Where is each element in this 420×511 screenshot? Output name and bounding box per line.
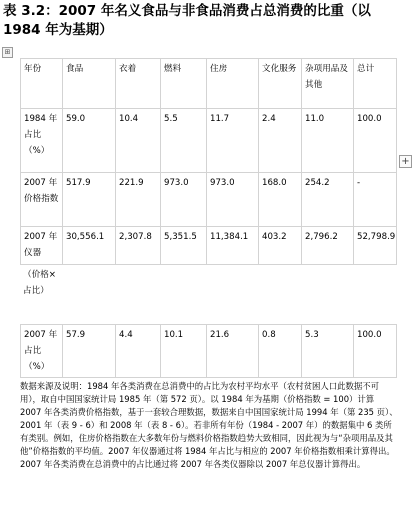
header-cell: 文化服务 (259, 59, 302, 109)
row-label: 2007 年仪器 (21, 227, 63, 265)
table-cell: 2.4 (259, 109, 302, 173)
table-cell: 5.3 (302, 325, 354, 378)
consumption-table-continued (20, 324, 397, 378)
header-cell: 杂项用品及其他 (302, 59, 354, 109)
header-cell: 总计 (354, 59, 397, 109)
table-cell: 30,556.1 (63, 227, 116, 265)
table-cell: 4.4 (116, 325, 161, 378)
table-cell: 21.6 (207, 325, 259, 378)
table-cell: 168.0 (259, 173, 302, 227)
header-cell: 年份 (21, 59, 63, 109)
table-cell: 973.0 (161, 173, 207, 227)
table-cell: 2,307.8 (116, 227, 161, 265)
table-cell: 517.9 (63, 173, 116, 227)
table-cell: 5.5 (161, 109, 207, 173)
table-header-row (21, 59, 397, 109)
consumption-table (20, 58, 397, 265)
table-row (21, 173, 397, 227)
table-cell: 100.0 (354, 325, 397, 378)
header-cell: 衣着 (116, 59, 161, 109)
table-cell: - (354, 173, 397, 227)
table-cell: 973.0 (207, 173, 259, 227)
header-cell: 燃料 (161, 59, 207, 109)
table-row (21, 227, 397, 265)
table-cell: 59.0 (63, 109, 116, 173)
table-cell: 11,384.1 (207, 227, 259, 265)
table-row (21, 109, 397, 173)
table-cell: 11.0 (302, 109, 354, 173)
plus-icon[interactable]: + (399, 155, 412, 168)
table-cell: 57.9 (63, 325, 116, 378)
table-cell: 254.2 (302, 173, 354, 227)
table-cell: 0.8 (259, 325, 302, 378)
row-label: 1984 年占比（%） (21, 109, 63, 173)
table-cell: 11.7 (207, 109, 259, 173)
table-cell: 5,351.5 (161, 227, 207, 265)
document-title: 表 3.2：2007 年名义食品与非食品消费占总消费的比重（以 1984 年为基期） (3, 3, 371, 38)
table-cell: 403.2 (259, 227, 302, 265)
row-label: 2007 年价格指数 (21, 173, 63, 227)
header-cell: 住房 (207, 59, 259, 109)
continued-row-label: （价格×占比） (23, 270, 56, 296)
table-cell: 2,796.2 (302, 227, 354, 265)
table-cell: 10.1 (161, 325, 207, 378)
table-cell: 100.0 (354, 109, 397, 173)
table-cell: 10.4 (116, 109, 161, 173)
row-label: 2007 年占比（%） (21, 325, 63, 378)
table-cell: 52,798.9 (354, 227, 397, 265)
header-cell: 食品 (63, 59, 116, 109)
table-cell: 221.9 (116, 173, 161, 227)
table-notes: 数据来源及说明：1984 年各类消费在总消费中的占比为农村平均水平（农村贫困人口此数据不可用），取自中国国家统计局 1985 年（第 572 页）。以 1984 年为基期（价格指数 = 100）计算 2007 年各类消费价格指数，基于一套较合理数据，数据来自中国国家统计局 1994 年（第 235 页）、2001 年（表 9 - 6）和 2008 年（表 8 - 6）。若非所有年份（1984 - 2007 年）的数据集中 6 类所有类别。例如，住房价格指数在大多数年份与燃料价格指数趋势大致相同，因此视为与“杂项用品及其他”价格指数的平均值。2007 年仪器通过将 1984 年占比与相应的 2007 年价格指数相乘计算得出。2007 年各类消费在总消费中的占比通过将 2007 年各类仪器除以 2007 年总仪器计算得出。 (20, 381, 398, 469)
table-row (21, 325, 397, 378)
move-anchor-icon[interactable]: ⊞ (2, 47, 13, 58)
